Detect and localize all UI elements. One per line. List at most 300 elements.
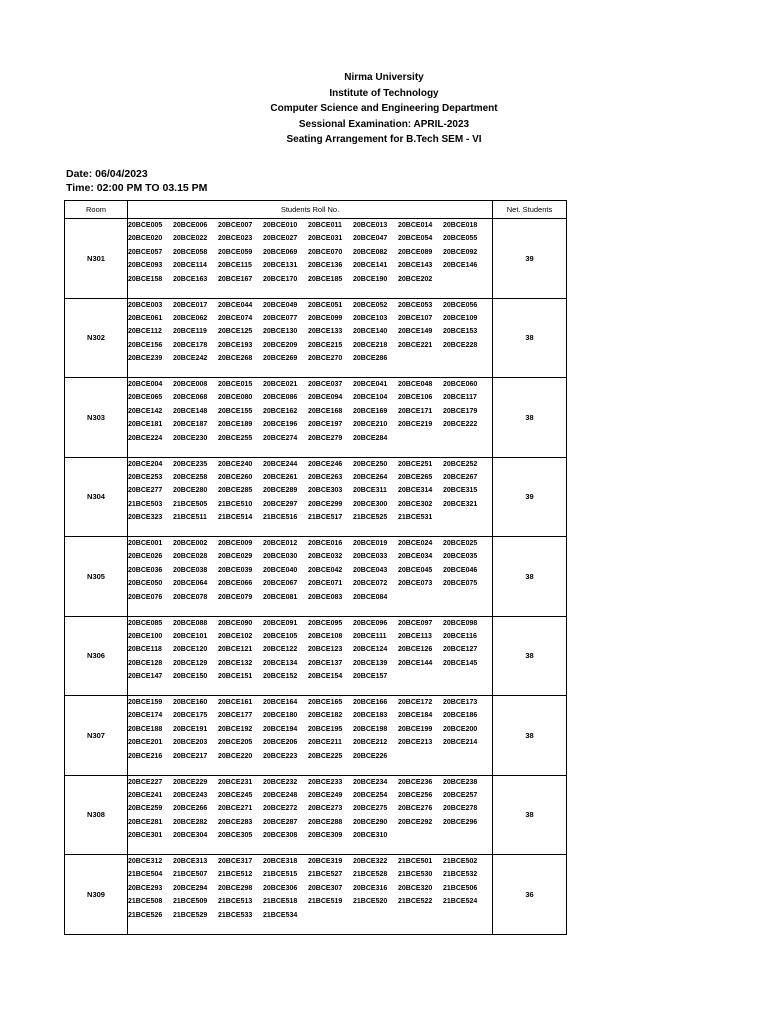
roll-number: 20BCE226	[353, 752, 388, 760]
roll-number: 21BCE511	[173, 514, 207, 522]
roll-number: 20BCE215	[308, 341, 343, 349]
roll-number: 20BCE267	[443, 473, 478, 481]
roll-number: 21BCE505	[173, 500, 208, 508]
roll-number: 20BCE300	[353, 500, 388, 508]
roll-number: 20BCE219	[398, 421, 433, 429]
net-students-cell: 38	[493, 696, 567, 776]
roll-number: 20BCE081	[263, 593, 298, 601]
roll-number: 21BCE513	[218, 898, 253, 906]
roll-number: 20BCE058	[173, 248, 208, 256]
roll-number: 20BCE239	[128, 355, 163, 363]
roll-number: 20BCE212	[353, 739, 388, 747]
roll-number: 21BCE509	[173, 898, 208, 906]
room-cell: N302	[65, 298, 128, 378]
roll-number: 20BCE234	[353, 778, 388, 786]
roll-number: 20BCE307	[308, 884, 343, 892]
roll-number: 20BCE061	[128, 314, 163, 322]
net-students-cell: 39	[493, 219, 567, 299]
roll-number: 20BCE151	[218, 673, 253, 681]
roll-number: 20BCE146	[443, 262, 478, 270]
roll-number: 20BCE036	[128, 566, 163, 574]
roll-numbers-grid	[128, 776, 492, 843]
roll-number: 20BCE054	[398, 235, 433, 243]
roll-number: 20BCE228	[443, 341, 478, 349]
roll-number: 20BCE189	[218, 421, 253, 429]
roll-number: 20BCE137	[308, 659, 343, 667]
roll-number: 20BCE056	[443, 301, 478, 309]
roll-number: 20BCE229	[173, 778, 208, 786]
roll-number: 20BCE133	[308, 328, 343, 336]
seating-table	[64, 200, 567, 935]
roll-number: 21BCE508	[128, 898, 163, 906]
roll-number: 20BCE199	[398, 725, 433, 733]
roll-number: 20BCE010	[263, 222, 298, 229]
roll-number: 20BCE002	[173, 540, 208, 547]
roll-number: 20BCE045	[398, 566, 433, 574]
room-cell: N305	[65, 537, 128, 617]
roll-number: 20BCE051	[308, 301, 343, 309]
roll-number: 20BCE255	[218, 434, 253, 442]
roll-number: 20BCE142	[128, 407, 163, 415]
roll-number: 20BCE183	[353, 712, 388, 720]
roll-number: 20BCE206	[263, 739, 298, 747]
roll-number: 20BCE023	[218, 235, 253, 243]
roll-number: 20BCE220	[218, 752, 253, 760]
roll-number: 20BCE094	[308, 394, 343, 402]
roll-number: 20BCE266	[173, 805, 208, 813]
roll-number: 20BCE065	[128, 394, 163, 402]
table-row	[65, 855, 567, 935]
roll-number: 20BCE086	[263, 394, 298, 402]
roll-number: 20BCE304	[173, 832, 208, 840]
roll-number: 20BCE143	[398, 262, 433, 270]
roll-number: 20BCE190	[353, 275, 388, 283]
roll-numbers-grid	[128, 617, 492, 684]
roll-number: 20BCE177	[218, 712, 253, 720]
roll-number: 20BCE088	[173, 619, 208, 627]
roll-number: 20BCE252	[443, 460, 478, 468]
roll-number: 20BCE049	[263, 301, 298, 309]
document-header	[0, 70, 768, 148]
roll-number: 20BCE043	[353, 566, 388, 574]
roll-number: 20BCE172	[398, 699, 433, 706]
roll-number: 20BCE129	[173, 659, 208, 667]
roll-number: 20BCE317	[218, 858, 253, 865]
roll-number: 20BCE306	[263, 884, 298, 892]
roll-number: 20BCE302	[398, 500, 433, 508]
roll-number: 20BCE202	[398, 275, 433, 283]
roll-number: 21BCE529	[173, 911, 208, 919]
roll-number: 21BCE530	[398, 871, 433, 879]
room-column-header: Room	[65, 201, 128, 219]
roll-number: 20BCE279	[308, 434, 343, 442]
roll-number: 20BCE256	[398, 791, 433, 799]
roll-number: 20BCE265	[398, 473, 433, 481]
roll-number: 20BCE044	[218, 301, 253, 309]
roll-number: 20BCE127	[443, 646, 478, 654]
roll-number: 20BCE301	[128, 832, 163, 840]
table-row	[65, 378, 567, 458]
roll-numbers-cell	[128, 219, 493, 299]
roll-number: 20BCE260	[218, 473, 253, 481]
roll-number: 20BCE015	[218, 381, 253, 388]
roll-number: 20BCE115	[218, 262, 252, 270]
roll-number: 20BCE152	[263, 673, 298, 681]
roll-number: 20BCE308	[263, 832, 298, 840]
roll-number: 20BCE082	[353, 248, 388, 256]
roll-number: 20BCE186	[443, 712, 478, 720]
roll-numbers-cell	[128, 855, 493, 935]
roll-number: 20BCE188	[128, 725, 163, 733]
roll-number: 20BCE072	[353, 580, 388, 588]
room-cell: N309	[65, 855, 128, 935]
roll-number: 20BCE003	[128, 301, 163, 309]
roll-number: 20BCE021	[263, 381, 298, 388]
roll-number: 20BCE281	[128, 818, 163, 826]
roll-number: 20BCE222	[443, 421, 478, 429]
roll-number: 20BCE232	[263, 778, 298, 786]
roll-number: 20BCE119	[173, 328, 207, 336]
roll-number: 20BCE092	[443, 248, 478, 256]
roll-column-header: Students Roll No.	[128, 201, 493, 219]
roll-number: 20BCE192	[218, 725, 253, 733]
roll-number: 20BCE096	[353, 619, 388, 627]
roll-number: 20BCE253	[128, 473, 163, 481]
roll-number: 20BCE288	[308, 818, 343, 826]
roll-number: 20BCE191	[173, 725, 208, 733]
roll-number: 20BCE203	[173, 739, 208, 747]
roll-number: 20BCE290	[353, 818, 388, 826]
roll-number: 20BCE244	[263, 460, 298, 468]
roll-number: 20BCE269	[263, 355, 298, 363]
table-row	[65, 219, 567, 299]
roll-number: 20BCE150	[173, 673, 208, 681]
net-students-cell: 38	[493, 298, 567, 378]
roll-number: 20BCE273	[308, 805, 343, 813]
roll-number: 20BCE230	[173, 434, 208, 442]
department-name: Computer Science and Engineering Department	[270, 103, 498, 114]
roll-number: 20BCE064	[173, 580, 208, 588]
roll-number: 20BCE250	[353, 460, 388, 468]
roll-number: 20BCE106	[398, 394, 433, 402]
roll-number: 20BCE184	[398, 712, 433, 720]
roll-number: 20BCE048	[398, 381, 433, 388]
roll-numbers-cell	[128, 298, 493, 378]
roll-number: 20BCE126	[398, 646, 433, 654]
room-cell: N306	[65, 616, 128, 696]
roll-number: 20BCE017	[173, 301, 208, 309]
roll-numbers-grid	[128, 378, 492, 445]
roll-number: 20BCE042	[308, 566, 343, 574]
roll-number: 20BCE084	[353, 593, 388, 601]
roll-number: 20BCE075	[443, 580, 478, 588]
roll-number: 20BCE079	[218, 593, 253, 601]
roll-number: 20BCE225	[308, 752, 343, 760]
roll-number: 20BCE153	[443, 328, 478, 336]
roll-number: 20BCE200	[443, 725, 478, 733]
roll-number: 20BCE321	[443, 500, 478, 508]
roll-number: 20BCE166	[353, 699, 388, 706]
roll-number: 20BCE149	[398, 328, 433, 336]
roll-number: 20BCE047	[353, 235, 388, 243]
roll-number: 20BCE055	[443, 235, 478, 243]
roll-number: 20BCE031	[308, 235, 343, 243]
roll-number: 20BCE014	[398, 222, 433, 229]
roll-number: 20BCE105	[263, 632, 298, 640]
roll-number: 20BCE164	[263, 699, 298, 706]
roll-number: 20BCE210	[353, 421, 388, 429]
roll-numbers-grid	[128, 855, 492, 922]
roll-number: 20BCE035	[443, 553, 478, 561]
roll-number: 20BCE173	[443, 699, 478, 706]
roll-numbers-cell	[128, 696, 493, 776]
roll-number: 21BCE528	[353, 871, 388, 879]
roll-number: 20BCE165	[308, 699, 343, 706]
roll-number: 20BCE289	[263, 487, 298, 495]
roll-number: 20BCE078	[173, 593, 208, 601]
roll-number: 20BCE132	[218, 659, 253, 667]
roll-number: 20BCE297	[263, 500, 298, 508]
roll-numbers-cell	[128, 616, 493, 696]
roll-number: 20BCE123	[308, 646, 343, 654]
roll-number: 20BCE009	[218, 540, 253, 547]
roll-number: 20BCE111	[353, 632, 387, 640]
roll-number: 20BCE238	[443, 778, 478, 786]
roll-number: 20BCE316	[353, 884, 388, 892]
roll-number: 20BCE292	[398, 818, 433, 826]
roll-number: 20BCE118	[128, 646, 162, 654]
roll-number: 20BCE276	[398, 805, 433, 813]
roll-number: 20BCE261	[263, 473, 298, 481]
roll-number: 20BCE319	[308, 858, 343, 865]
roll-number: 20BCE197	[308, 421, 343, 429]
exam-time: Time: 02:00 PM TO 03.15 PM	[66, 182, 208, 194]
roll-number: 20BCE163	[173, 275, 208, 283]
roll-number: 20BCE254	[353, 791, 388, 799]
roll-number: 20BCE013	[353, 222, 388, 229]
roll-number: 20BCE098	[443, 619, 478, 627]
roll-number: 20BCE116	[443, 632, 477, 640]
roll-number: 20BCE139	[353, 659, 388, 667]
roll-number: 20BCE062	[173, 314, 208, 322]
roll-number: 20BCE187	[173, 421, 208, 429]
roll-number: 21BCE510	[218, 500, 253, 508]
roll-number: 20BCE034	[398, 553, 433, 561]
roll-number: 20BCE080	[218, 394, 253, 402]
roll-number: 20BCE278	[443, 805, 478, 813]
roll-number: 21BCE527	[308, 871, 343, 879]
roll-number: 20BCE008	[173, 381, 208, 388]
roll-number: 20BCE024	[398, 540, 433, 547]
roll-number: 20BCE216	[128, 752, 163, 760]
roll-number: 20BCE102	[218, 632, 253, 640]
roll-number: 20BCE161	[218, 699, 253, 706]
roll-number: 20BCE287	[263, 818, 298, 826]
roll-number: 20BCE112	[128, 328, 162, 336]
roll-number: 20BCE169	[353, 407, 388, 415]
roll-number: 20BCE272	[263, 805, 298, 813]
room-cell: N308	[65, 775, 128, 855]
roll-number: 20BCE041	[353, 381, 388, 388]
roll-number: 20BCE117	[443, 394, 477, 402]
roll-number: 20BCE193	[218, 341, 253, 349]
roll-number: 21BCE502	[443, 858, 478, 865]
roll-number: 20BCE160	[173, 699, 208, 706]
roll-number: 20BCE217	[173, 752, 208, 760]
roll-number: 20BCE315	[443, 487, 478, 495]
roll-number: 20BCE050	[128, 580, 163, 588]
roll-number: 20BCE294	[173, 884, 208, 892]
roll-number: 20BCE270	[308, 355, 343, 363]
roll-number: 20BCE179	[443, 407, 478, 415]
roll-number: 21BCE506	[443, 884, 478, 892]
roll-number: 20BCE018	[443, 222, 478, 229]
roll-number: 20BCE046	[443, 566, 478, 574]
roll-number: 20BCE159	[128, 699, 163, 706]
roll-number: 20BCE093	[128, 262, 163, 270]
table-row	[65, 775, 567, 855]
roll-number: 20BCE303	[308, 487, 343, 495]
roll-number: 20BCE185	[308, 275, 343, 283]
roll-number: 20BCE052	[353, 301, 388, 309]
roll-number: 20BCE136	[308, 262, 343, 270]
roll-numbers-cell	[128, 775, 493, 855]
roll-number: 20BCE249	[308, 791, 343, 799]
roll-number: 20BCE085	[128, 619, 163, 627]
roll-number: 21BCE503	[128, 500, 163, 508]
roll-number: 20BCE074	[218, 314, 253, 322]
exam-date: Date: 06/04/2023	[66, 168, 148, 180]
roll-number: 20BCE130	[263, 328, 298, 336]
roll-number: 20BCE038	[173, 566, 208, 574]
roll-number: 20BCE282	[173, 818, 208, 826]
roll-number: 20BCE141	[353, 262, 388, 270]
roll-number: 20BCE090	[218, 619, 253, 627]
roll-number: 20BCE070	[308, 248, 343, 256]
roll-number: 20BCE211	[308, 739, 342, 747]
net-students-cell: 38	[493, 775, 567, 855]
table-header-row	[65, 201, 567, 219]
roll-number: 20BCE175	[173, 712, 208, 720]
roll-number: 20BCE095	[308, 619, 343, 627]
roll-number: 21BCE532	[443, 871, 478, 879]
roll-number: 20BCE305	[218, 832, 253, 840]
roll-number: 20BCE073	[398, 580, 433, 588]
roll-number: 20BCE019	[353, 540, 388, 547]
roll-number: 20BCE180	[263, 712, 298, 720]
roll-number: 20BCE309	[308, 832, 343, 840]
roll-number: 20BCE213	[398, 739, 433, 747]
roll-number: 20BCE284	[353, 434, 388, 442]
roll-number: 20BCE109	[443, 314, 478, 322]
net-students-cell: 36	[493, 855, 567, 935]
roll-number: 20BCE083	[308, 593, 343, 601]
roll-number: 20BCE057	[128, 248, 163, 256]
roll-number: 21BCE531	[398, 514, 433, 522]
roll-number: 20BCE053	[398, 301, 433, 309]
institute-name: Institute of Technology	[329, 87, 439, 99]
roll-number: 20BCE068	[173, 394, 208, 402]
roll-number: 20BCE155	[218, 407, 253, 415]
roll-number: 20BCE198	[353, 725, 388, 733]
exam-meta	[66, 167, 207, 195]
roll-number: 21BCE501	[398, 858, 433, 865]
room-cell: N307	[65, 696, 128, 776]
roll-number: 20BCE224	[128, 434, 163, 442]
roll-number: 20BCE097	[398, 619, 433, 627]
table-body	[65, 219, 567, 935]
roll-number: 20BCE264	[353, 473, 388, 481]
roll-number: 20BCE178	[173, 341, 208, 349]
roll-numbers-grid	[128, 299, 492, 366]
roll-number: 21BCE522	[398, 898, 433, 906]
roll-number: 20BCE258	[173, 473, 208, 481]
roll-number: 20BCE233	[308, 778, 343, 786]
roll-number: 20BCE022	[173, 235, 208, 243]
roll-number: 20BCE027	[263, 235, 298, 243]
roll-number: 20BCE040	[263, 566, 298, 574]
net-column-header: Net. Students	[493, 201, 567, 219]
roll-number: 20BCE025	[443, 540, 478, 547]
net-students-cell: 39	[493, 457, 567, 537]
roll-number: 20BCE108	[308, 632, 343, 640]
roll-number: 20BCE162	[263, 407, 298, 415]
roll-number: 20BCE001	[128, 540, 163, 547]
roll-number: 20BCE299	[308, 500, 343, 508]
roll-number: 20BCE277	[128, 487, 163, 495]
net-students-cell: 38	[493, 537, 567, 617]
roll-number: 21BCE512	[218, 871, 253, 879]
roll-number: 20BCE113	[398, 632, 432, 640]
document-title: Seating Arrangement for B.Tech SEM - VI	[286, 134, 482, 145]
roll-numbers-cell	[128, 457, 493, 537]
roll-number: 20BCE100	[128, 632, 163, 640]
roll-number: 20BCE259	[128, 805, 163, 813]
roll-number: 20BCE268	[218, 355, 253, 363]
roll-number: 21BCE520	[353, 898, 388, 906]
roll-number: 20BCE032	[308, 553, 343, 561]
roll-number: 20BCE285	[218, 487, 253, 495]
roll-number: 20BCE157	[353, 673, 388, 681]
roll-number: 20BCE028	[173, 553, 208, 561]
roll-number: 20BCE293	[128, 884, 163, 892]
roll-number: 20BCE033	[353, 553, 388, 561]
table-row	[65, 457, 567, 537]
roll-number: 20BCE104	[353, 394, 388, 402]
roll-number: 21BCE526	[128, 911, 163, 919]
roll-numbers-grid	[128, 219, 492, 286]
roll-number: 20BCE006	[173, 222, 208, 229]
roll-number: 20BCE122	[263, 646, 298, 654]
roll-number: 20BCE236	[398, 778, 433, 786]
roll-number: 21BCE514	[218, 514, 253, 522]
roll-number: 20BCE313	[173, 858, 208, 865]
roll-number: 20BCE242	[173, 355, 208, 363]
roll-number: 20BCE296	[443, 818, 478, 826]
roll-number: 20BCE263	[308, 473, 343, 481]
table-row	[65, 298, 567, 378]
roll-numbers-grid	[128, 537, 492, 604]
roll-number: 20BCE125	[218, 328, 253, 336]
roll-numbers-cell	[128, 378, 493, 458]
roll-number: 20BCE114	[173, 262, 207, 270]
roll-number: 20BCE221	[398, 341, 433, 349]
roll-number: 20BCE248	[263, 791, 298, 799]
roll-number: 21BCE517	[308, 514, 343, 522]
roll-number: 20BCE029	[218, 553, 253, 561]
roll-number: 20BCE128	[128, 659, 163, 667]
roll-number: 20BCE194	[263, 725, 298, 733]
